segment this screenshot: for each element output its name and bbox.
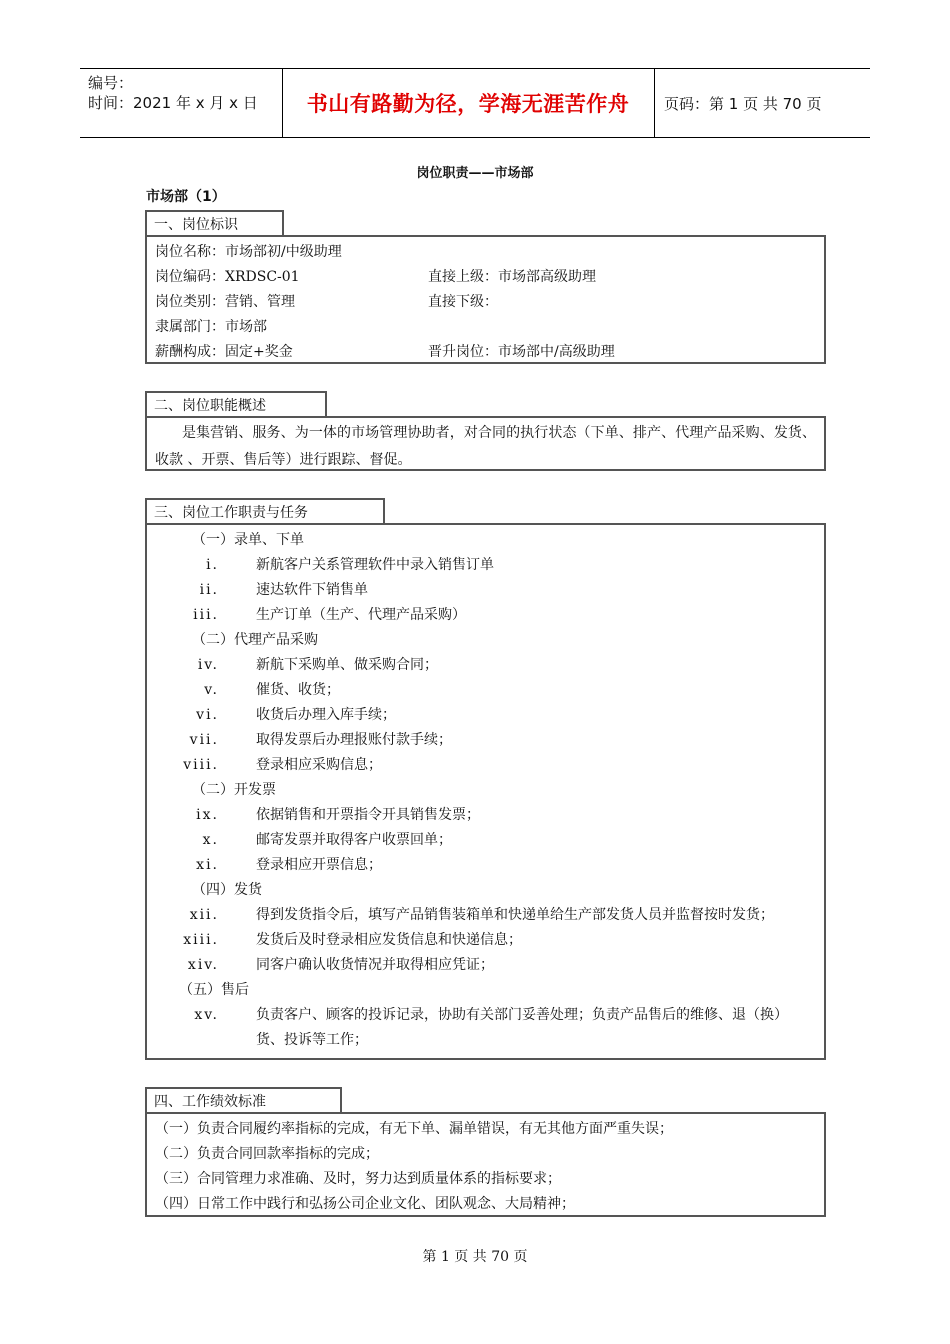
task-number: x. <box>202 832 219 848</box>
task-number: vi. <box>196 707 219 723</box>
task-item <box>147 903 824 928</box>
info-left: 岗位编码：XRDSC-01 <box>155 269 300 285</box>
info-left: 隶属部门：市场部 <box>155 319 267 335</box>
info-right: 直接上级：市场部高级助理 <box>428 269 596 285</box>
task-item <box>147 953 824 978</box>
page-header <box>80 68 870 138</box>
info-row <box>155 290 498 315</box>
task-number: viii. <box>183 757 219 773</box>
task-text: 登录相应采购信息； <box>256 757 382 773</box>
task-text: 邮寄发票并取得客户收票回单； <box>256 832 452 848</box>
section2-text: 是集营销、服务、为一体的市场管理协助者，对合同的执行状态（下单、排产、代理产品采购、发货、收款 、开票、售后等）进行跟踪、督促。 <box>155 425 816 468</box>
task-group-label: （二）代理产品采购 <box>192 632 318 648</box>
info-left: 岗位名称：市场部初/中级助理 <box>155 244 342 260</box>
info-left: 薪酬构成：固定+奖金 <box>155 344 293 360</box>
task-number: vii. <box>189 732 219 748</box>
section4-heading: 四、工作绩效标准 <box>145 1087 342 1113</box>
task-item <box>147 853 824 878</box>
task-text: 依据销售和开票指令开具销售发票； <box>256 807 480 823</box>
task-item <box>147 578 824 603</box>
page-footer: 第 1 页 共 70 页 <box>422 1249 528 1265</box>
standard-item: （三）合同管理力求准确、及时，努力达到质量体系的指标要求； <box>155 1171 561 1187</box>
standard-item: （四）日常工作中践行和弘扬公司企业文化、团队观念、大局精神； <box>155 1196 575 1212</box>
section2-heading: 二、岗位职能概述 <box>145 391 327 417</box>
task-text: 收货后办理入库手续； <box>256 707 396 723</box>
task-text: 生产订单（生产、代理产品采购） <box>256 607 466 623</box>
section3-box <box>145 523 826 1060</box>
task-text: 新航下采购单、做采购合同； <box>256 657 438 673</box>
task-item <box>147 753 824 778</box>
task-text: 发货后及时登录相应发货信息和快递信息； <box>256 932 522 948</box>
section1-box <box>145 235 826 364</box>
task-group-heading <box>147 878 824 903</box>
task-item <box>147 678 824 703</box>
task-text: 得到发货指令后，填写产品销售装箱单和快递单给生产部发货人员并监督按时发货； <box>256 907 774 923</box>
info-left: 岗位类别：营销、管理 <box>155 294 295 310</box>
document-code-label: 编号： <box>88 74 134 92</box>
standard-item: （二）负责合同回款率指标的完成； <box>155 1146 379 1162</box>
header-divider <box>654 69 655 137</box>
task-text: 催货、收货； <box>256 682 340 698</box>
task-text: 取得发票后办理报账付款手续； <box>256 732 452 748</box>
task-number: xii. <box>189 907 219 923</box>
task-group-label: （五）售后 <box>179 982 249 998</box>
info-row <box>155 315 267 340</box>
task-number: iv. <box>197 657 219 673</box>
task-group-heading <box>147 778 824 803</box>
info-row <box>155 340 615 365</box>
task-group-label: （二）开发票 <box>192 782 276 798</box>
task-number: iii. <box>193 607 219 623</box>
task-item <box>147 928 824 953</box>
section1-heading: 一、岗位标识 <box>145 210 284 236</box>
task-number: ii. <box>199 582 219 598</box>
task-text: 货、投诉等工作； <box>256 1032 368 1048</box>
task-item <box>147 553 824 578</box>
section3-heading: 三、岗位工作职责与任务 <box>145 498 385 524</box>
info-row <box>155 265 596 290</box>
task-number: ix. <box>196 807 219 823</box>
task-text: 新航客户关系管理软件中录入销售订单 <box>256 557 494 573</box>
task-number: xiv. <box>187 957 219 973</box>
task-text: 负责客户、顾客的投诉记录，协助有关部门妥善处理；负责产品售后的维修、退（换） <box>256 1007 788 1023</box>
task-number: i. <box>206 557 219 573</box>
task-item-continued <box>147 1028 824 1053</box>
task-group-label: （四）发货 <box>192 882 262 898</box>
task-group-heading <box>147 978 824 1003</box>
header-page-info: 页码：第 1 页 共 70 页 <box>664 94 822 113</box>
task-item <box>147 828 824 853</box>
task-item <box>147 728 824 753</box>
task-item <box>147 653 824 678</box>
task-number: xiii. <box>183 932 219 948</box>
task-group-heading <box>147 628 824 653</box>
section4-box <box>145 1112 826 1217</box>
task-item <box>147 603 824 628</box>
standard-item: （一）负责合同履约率指标的完成，有无下单、漏单错误，有无其他方面严重失误； <box>155 1121 673 1137</box>
task-text: 速达软件下销售单 <box>256 582 368 598</box>
task-item <box>147 703 824 728</box>
task-number: xv. <box>194 1007 219 1023</box>
task-text: 同客户确认收货情况并取得相应凭证； <box>256 957 494 973</box>
task-item <box>147 1003 824 1028</box>
task-item <box>147 803 824 828</box>
info-right: 直接下级： <box>428 294 498 310</box>
document-subtitle: 市场部（1） <box>146 189 226 205</box>
header-meta <box>88 73 258 113</box>
task-text: 登录相应开票信息； <box>256 857 382 873</box>
task-group-heading <box>147 528 824 553</box>
document-time: 时间：2021 年 x 月 x 日 <box>88 94 258 112</box>
info-row <box>155 240 342 265</box>
document-title: 岗位职责——市场部 <box>416 166 534 181</box>
info-right: 晋升岗位：市场部中/高级助理 <box>428 344 615 360</box>
task-number: xi. <box>196 857 219 873</box>
task-number: v. <box>204 682 219 698</box>
header-motto: 书山有路勤为径，学海无涯苦作舟 <box>306 92 630 116</box>
section2-box <box>145 416 826 471</box>
task-group-label: （一）录单、下单 <box>192 532 304 548</box>
